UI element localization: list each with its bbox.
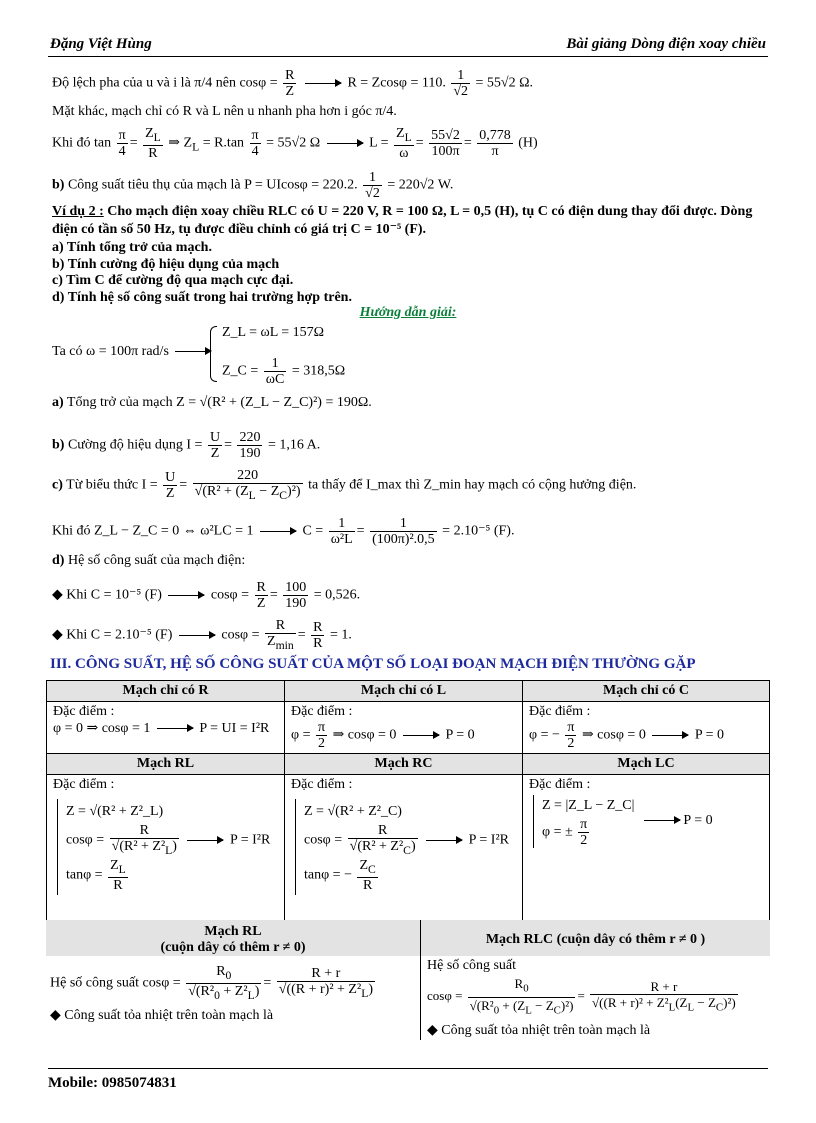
rl-tan: tanφ = [66, 867, 103, 883]
arrow-icon [168, 595, 204, 596]
frac-55sqrt2: $\frac{55√2}{100\pi}$ [431, 127, 460, 159]
frac-zl-r: $\frac{Z_L}{R}$ [145, 126, 161, 161]
arrow-icon [426, 840, 462, 841]
frac-rlc-rr: $\frac{R + r}{√((R + r)^2 + Z^2_L(Z_L - Z_C)^2)}$ [592, 978, 736, 1014]
frac-1-wc: $\frac{1}{\omega C}$ [265, 356, 285, 387]
sol-omega-text: Ta có ω = 100π rad/s [52, 344, 169, 359]
sol-c2: Khi đó Z_L − Z_C = 0 ⇔ ω²LC = 1 C = $\frac{1}{\text{ω²L}}$ = $\frac{1}{\text{(100π)².0,5}}$ = 2.10⁻⁵ (F). [52, 516, 515, 547]
sol-d2: ◆ Khi C = 2.10⁻⁵ (F) cosφ = $\frac{R}{Z_{min}}$ = $\frac{R}{R}$ = 1. [52, 618, 352, 652]
lc-phi: φ = ± [542, 824, 573, 840]
lc-phi-row [542, 817, 634, 848]
frac-0778: $\frac{0,778}{\pi}$ [479, 127, 511, 159]
feat-label: Đặc điểm : [529, 704, 591, 719]
frac-r-z: $\frac{R}{Z}$ [285, 68, 295, 99]
arrow-icon [652, 735, 688, 736]
arrow-icon [157, 728, 193, 729]
rc-system [295, 799, 516, 895]
frac-100-190: $\frac{100}{190}$ [285, 580, 307, 611]
rlr-cos-row: Hệ số công suất cosφ = $\frac{R_0}{√(R^2_0 + Z^2_L)}$ = $\frac{R + r}{√((R + r)^2 + Z^2_L)}$ [50, 964, 373, 1002]
l-f: ⇒ cosφ = 0 [332, 727, 397, 743]
sol-c-text: Từ biểu thức I = [66, 477, 158, 493]
section-heading: III. CÔNG SUẤT, HỆ SỐ CÔNG SUẤT CỦA MỘT SỐ LOẠI ĐOẠN MẠCH ĐIỆN THƯỜNG GẶP [50, 656, 696, 672]
sol-omega [52, 343, 214, 361]
arrow-icon [644, 820, 680, 821]
l-p: P = 0 [445, 727, 475, 743]
feat-label: Đặc điểm : [529, 777, 591, 792]
frac-r0: $\frac{R_0}{√(R^2_0 + Z^2_L)}$ [188, 964, 260, 1002]
rl-cos: cosφ = [66, 832, 105, 848]
sol-zc-pre: Z_C = [222, 363, 259, 379]
guide-heading: Hướng dẫn giải: [359, 305, 457, 320]
c-formula: φ = − $\frac{\pi}{2}$ ⇒ cosφ = 0 P = 0 [529, 720, 724, 751]
feat-label: Đặc điểm : [53, 777, 115, 792]
sol-a [52, 394, 372, 412]
lc-system [533, 795, 634, 848]
frac-1-sqrt2b: $\frac{1}{√2}$ [365, 170, 380, 201]
arrow-icon [260, 531, 296, 532]
frac-pi-2c: $\frac{\pi}{2}$ [580, 817, 588, 848]
sol-d1-res: = 0,526. [313, 587, 361, 603]
ex2-line1: Cho mạch điện xoay chiều RLC có U = 220 V, R = 100 Ω, L = 0,5 (H), tụ C có điện dung thay đổi [107, 204, 680, 219]
frac-rr: $\frac{R + r}{√((R + r)^2 + Z^2_L)}$ [278, 965, 373, 1000]
rlr-hs: Hệ số công suất cosφ = [50, 975, 181, 991]
p1-l3d: = 55√2 Ω [266, 135, 321, 151]
cell-l [285, 702, 523, 754]
frac-1-100pi: $\frac{1}{\text{(100π)².0,5}}$ [372, 516, 435, 547]
p1-line1 [52, 68, 533, 99]
frac-r-r: $\frac{R}{R}$ [313, 619, 323, 651]
rc-p: P = I²R [468, 832, 509, 848]
frac-1-sqrt2: $\frac{1}{√2}$ [453, 68, 469, 99]
th-r: Mạch chỉ có R [47, 681, 285, 702]
frac-pi-4: $\frac{\pi}{4}$ [118, 127, 126, 159]
rc-cos: cosφ = [304, 832, 343, 848]
p1-line2: Mặt khác, mạch chỉ có R và L nên u nhanh pha hơn i góc π/4. [52, 104, 397, 119]
sol-c2-text: Khi đó Z_L − Z_C = 0 ⇔ ω²LC = 1 [52, 523, 254, 539]
sol-d2-text: ◆ Khi C = 2.10⁻⁵ (F) [52, 627, 173, 643]
cell-r [47, 702, 285, 754]
rl-cos-row [66, 823, 278, 858]
th-rlr [46, 920, 420, 956]
frac-rl: $\frac{R}{√(R^2 + Z^2_L)}$ [111, 823, 177, 857]
sol-d1-text: ◆ Khi C = 10⁻⁵ (F) [52, 587, 162, 603]
rlcr-ctn: ◆ Công suất tỏa nhiệt trên toàn mạch là [427, 1023, 651, 1039]
arrow-icon [179, 635, 215, 636]
frac-1-w2l: $\frac{1}{\text{ω²L}}$ [330, 516, 353, 547]
cell-lc [523, 775, 770, 925]
arrow-icon [403, 735, 439, 736]
rlc-r-block [421, 920, 770, 1040]
sol-b-text: Cường độ hiệu dụng I = [67, 437, 203, 453]
rlr-ctn: ◆ Công suất tỏa nhiệt trên toàn mạch là [50, 1007, 274, 1023]
p1-l1b: R = Zcosφ = 110. [347, 75, 446, 91]
rl-system [57, 799, 278, 895]
sol-c: c) Từ biểu thức I = $\frac{U}{Z}$ = $\frac{220}{√(R^2 + (Z_L - Z_C)^2)}$ ta thấy để I_max thì Z_min hay mạch có cộng hưởng điện. [52, 468, 637, 502]
th-rlcr: Mạch RLC (cuộn dây có thêm r ≠ 0 ) [421, 920, 770, 956]
p1-l1c: = 55√2 Ω. [475, 75, 534, 91]
header-course: Bài giảng Dòng điện xoay chiều [566, 36, 766, 52]
p1-l4c: = 220√2 W. [387, 177, 454, 193]
frac-pi-2b: $\frac{\pi}{2}$ [567, 720, 575, 751]
lc-p: P = 0 [683, 812, 713, 828]
rc-z: Z = √(R² + Z²_C) [304, 804, 402, 819]
rl-r-block [46, 920, 421, 1040]
r-f: φ = 0 ⇒ cosφ = 1 [53, 721, 151, 736]
frac-zc-r: $\frac{Z_C}{R}$ [359, 857, 376, 893]
sol-b: b) Cường độ hiệu dụng I = $\frac{U}{Z}$ = $\frac{220}{190}$ = 1,16 A. [52, 430, 321, 461]
th-rlr2: (cuộn dây có thêm r ≠ 0) [160, 940, 306, 955]
rlcr-cos-row: cosφ = $\frac{R_0}{√(R^2_0 + (Z_L - Z_C)^2)}$ = $\frac{R + r}{√((R + r)^2 + Z^2_L(Z_L - Z_C)^2)}$ [427, 976, 736, 1017]
rl-tan-row [66, 858, 278, 893]
frac-rlc-r0: $\frac{R_0}{√(R^2_0 + (Z_L - Z_C)^2)}$ [469, 976, 574, 1017]
frac-pi-4b: $\frac{\pi}{4}$ [251, 127, 259, 159]
label-b: b) [52, 177, 65, 193]
p1-l4a: Công suất tiêu thụ của mạch là P = UIcosφ = 220.2. [67, 177, 358, 193]
rlcr-cos: cosφ = [427, 988, 463, 1004]
header-author: Đặng Việt Hùng [50, 36, 152, 52]
ex2-qb: b) Tính cường độ hiệu dụng của mạch [52, 257, 280, 272]
frac-pi-2: $\frac{\pi}{2}$ [317, 720, 326, 751]
sol-d-text: Hệ số công suất của mạch điện: [67, 553, 246, 568]
sol-d1: ◆ Khi C = 10⁻⁵ (F) cosφ = $\frac{R}{Z}$ = $\frac{100}{190}$ = 0,526. [52, 580, 361, 611]
rl-z: Z = √(R² + Z²_L) [66, 804, 164, 819]
frac-r-z2: $\frac{R}{Z}$ [256, 580, 266, 611]
sol-c-txt: ta thấy để I_max thì Z_min hay mạch có cộng hưởng điện. [308, 477, 637, 493]
r-formula [53, 720, 278, 737]
arrow-icon [175, 351, 211, 352]
sol-d2-res: = 1. [329, 627, 352, 643]
rl-p: P = I²R [229, 832, 271, 848]
th-rc: Mạch RC [285, 754, 523, 775]
th-l: Mạch chỉ có L [285, 681, 523, 702]
cell-c [523, 702, 770, 754]
th-lc: Mạch LC [523, 754, 770, 775]
rc-tan: tanφ = − [304, 867, 352, 883]
ex2-qc: c) Tìm C để cường độ qua mạch cực đại. [52, 273, 294, 288]
arrow-icon [327, 143, 363, 144]
p1-line3: Khi đó tan $\frac{\pi}{4}$ = $\frac{Z_L}{R}$ ⇒ $Z_L = R.\tan$ $\frac{\pi}{4}$ = 55√2 Ω L = $\frac{Z_L}{\omega}$ = $\frac{55√2}{100\pi}$ = $\frac{0,778}{\pi}$ (H) [52, 126, 538, 161]
r-p: P = UI = I²R [199, 721, 270, 736]
th-rl: Mạch RL [47, 754, 285, 775]
sol-b-res: = 1,16 A. [267, 437, 321, 453]
frac-rc: $\frac{R}{√(R^2 + Z^2_C)}$ [349, 823, 416, 857]
frac-220-190: $\frac{220}{190}$ [239, 430, 261, 461]
arrow-icon [305, 83, 341, 84]
label-b2: b) [52, 437, 65, 453]
c-p: P = 0 [694, 727, 724, 743]
page-header [48, 36, 768, 57]
frac-220-sqrt: $\frac{220}{√(R^2 + (Z_L - Z_C)^2)}$ [194, 468, 301, 502]
feat-label: Đặc điểm : [291, 777, 353, 792]
p1-l3c: = R.tan [202, 135, 245, 151]
ex2-qd: d) Tính hệ số công suất trong hai trường hợp trên. [52, 290, 352, 305]
cell-rl [47, 775, 285, 925]
th-rlr1: Mạch RL [204, 924, 262, 939]
frac-r-zmin: $\frac{R}{Z_{min}}$ [267, 618, 294, 652]
rc-cos-row [304, 823, 516, 858]
lc-z: Z = |Z_L − Z_C| [542, 798, 635, 813]
rc-tan-row [304, 858, 516, 893]
arrow-icon [187, 840, 223, 841]
label-d: d) [52, 553, 65, 568]
frac-zl-r2: $\frac{Z_L}{R}$ [110, 857, 126, 893]
ex2-line2: được. Dòng điện có tần số 50 Hz, tụ được điều chỉnh có giá trị C = 10⁻⁵ (F). [52, 204, 753, 237]
c-f: ⇒ cosφ = 0 [581, 727, 646, 743]
l-formula: φ = $\frac{\pi}{2}$ ⇒ cosφ = 0 P = 0 [291, 720, 475, 751]
sol-zl: Z_L = ωL = 157Ω [222, 325, 325, 340]
brace [210, 326, 217, 382]
feat-label: Đặc điểm : [291, 704, 353, 719]
sol-c2-res: = 2.10⁻⁵ (F). [442, 523, 515, 539]
sol-zc [222, 356, 345, 387]
frac-u-z: $\frac{U}{Z}$ [209, 430, 221, 461]
p1-l3b: ⇒ Z [168, 135, 193, 151]
label-a: a) [52, 395, 64, 410]
sol-d [52, 552, 245, 570]
frac-zl-w: $\frac{Z_L}{\omega}$ [396, 126, 412, 161]
ex2-statement [52, 203, 764, 239]
label-c: c) [52, 477, 63, 493]
footer: Mobile: 0985074831 [48, 1068, 768, 1092]
rlcr-hs: Hệ số công suất [427, 958, 517, 973]
p1-l1a: Độ lệch pha của u và i là π/4 nên cosφ = [52, 75, 278, 91]
p1-line4 [52, 170, 453, 201]
formula-table [46, 680, 770, 925]
p1-l3e: (H) [518, 135, 538, 151]
frac-u-z2: $\frac{U}{Z}$ [165, 469, 176, 501]
sol-zc-val: = 318,5Ω [291, 363, 346, 379]
ex2-qa: a) Tính tổng trở của mạch. [52, 240, 212, 255]
p1-l3a: Khi đó tan [52, 135, 112, 151]
th-c: Mạch chỉ có C [523, 681, 770, 702]
sol-a-text: Tổng trở của mạch Z = √(R² + (Z_L − Z_C)²) = 190Ω. [66, 395, 372, 410]
lc-row [529, 793, 763, 848]
feat-label: Đặc điểm : [53, 704, 115, 719]
cell-rc [285, 775, 523, 925]
ex2-title: Ví dụ 2 : [52, 204, 104, 219]
